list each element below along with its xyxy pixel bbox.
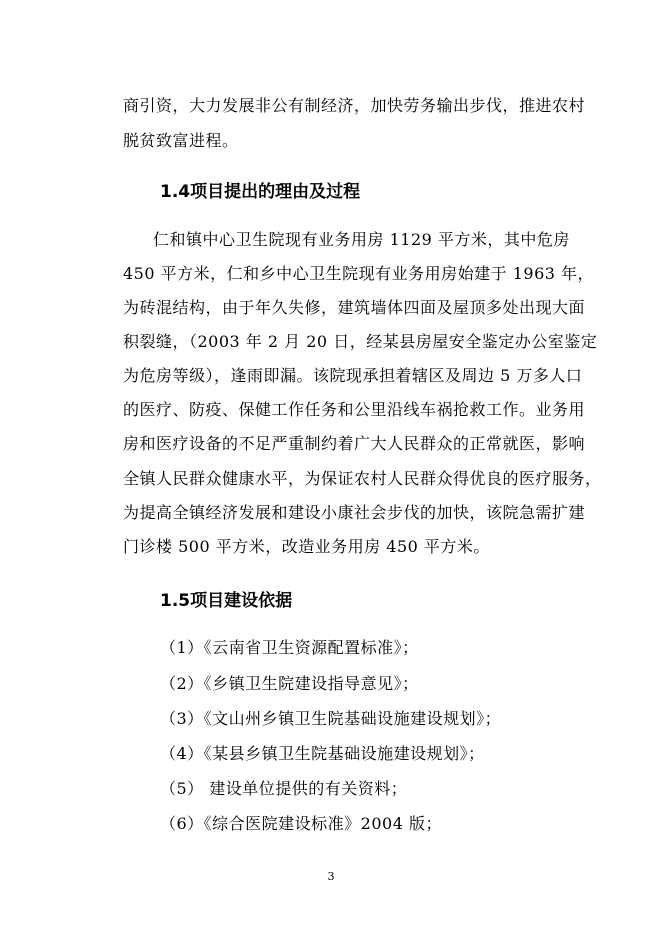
list-item: （5） 建设单位提供的有关资料； [160,779,408,798]
text-line: 门诊楼 500 平方米，改造业务用房 450 平方米。 [123,537,490,556]
section-heading-1-5: 1.5项目建设依据 [160,591,293,611]
text-line: 商引资，大力发展非公有制经济，加快劳务输出步伐，推进农村 [123,96,586,115]
section-heading-1-4: 1.4项目提出的理由及过程 [160,182,361,202]
text-line: 积裂缝，（2003 年 2 月 20 日，经某县房屋安全鉴定办公室鉴定 [123,332,598,351]
list-item: （3）《文山州乡镇卫生院基础设施建设规划》； [160,709,502,728]
text-line: 房和医疗设备的不足严重制约着广大人民群众的正常就医，影响 [123,434,586,453]
text-line: 450 平方米，仁和乡中心卫生院现有业务用房始建于 1963 年， [123,264,595,283]
text-line: 的医疗、防疫、保健工作任务和公里沿线车祸抢救工作。业务用 [123,400,586,419]
page-number: 3 [327,870,335,883]
text-line: 为提高全镇经济发展和建设小康社会步伐的加快，该院急需扩建 [123,503,586,522]
list-item: （4）《某县乡镇卫生院基础设施建设规划》； [160,744,485,763]
list-item: （2）《乡镇卫生院建设指导意见》； [160,674,419,693]
text-line: 为危房等级），逢雨即漏。该院现承担着辖区及周边 5 万多人口 [123,366,583,385]
text-line: 全镇人民群众健康水平，为保证农村人民群众得优良的医疗服务， [123,469,602,488]
text-line: 仁和镇中心卫生院现有业务用房 1129 平方米，其中危房 [153,230,570,249]
list-item: （6）《综合医院建设标准》2004 版； [160,814,442,833]
text-line: 脱贫致富进程。 [123,131,239,150]
text-line: 为砖混结构，由于年久失修，建筑墙体四面及屋顶多处出现大面 [123,298,586,317]
list-item: （1）《云南省卫生资源配置标准》； [160,638,419,657]
